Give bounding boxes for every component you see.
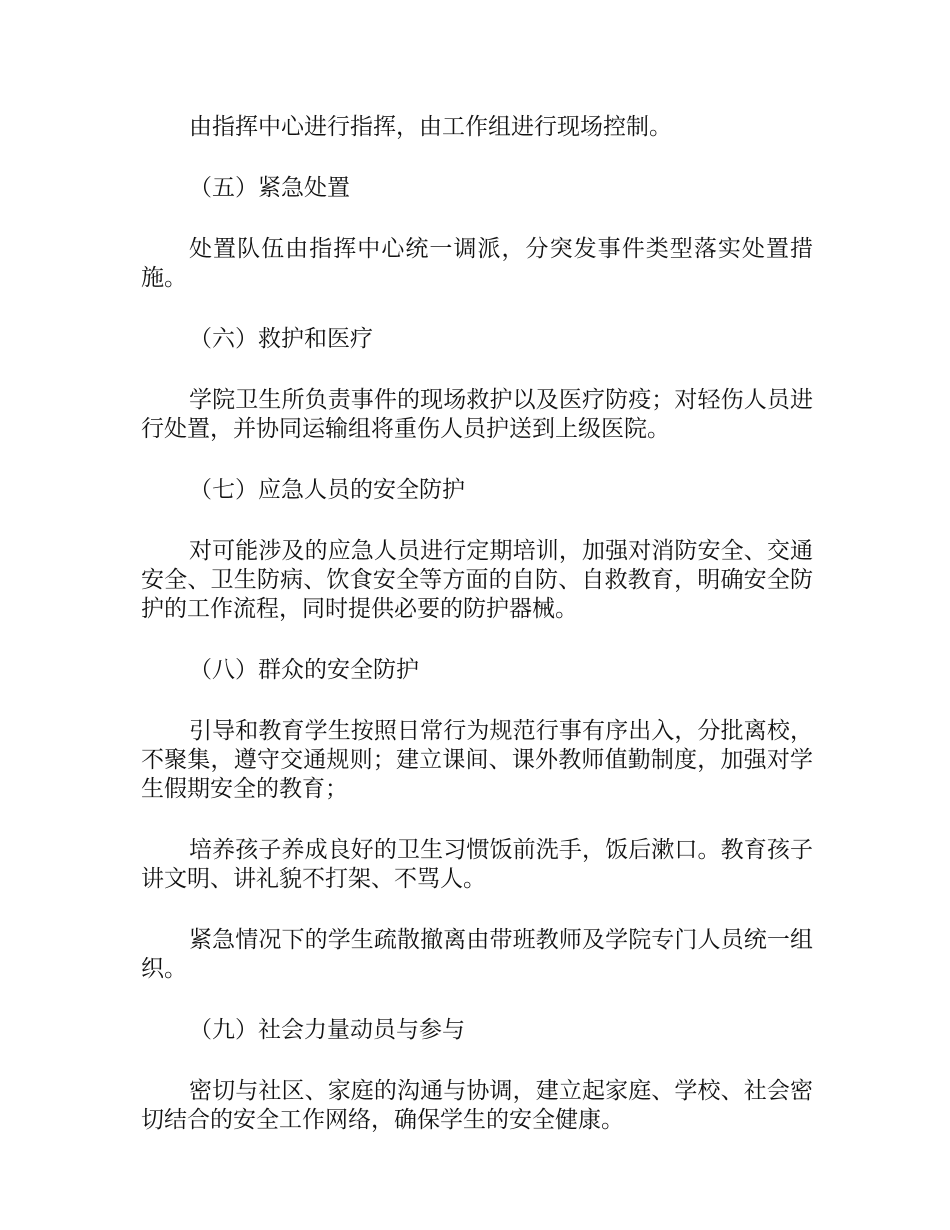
heading-responder-safety: （七）应急人员的安全防护 [189, 477, 465, 503]
document-page [141, 113, 813, 1135]
paragraph-student-guidance: 引导和教育学生按照日常行为规范行事有序出入，分批离校，不聚集，遵守交通规则；建立课间、课外教师值勤制度，加强对学生假期安全的教育； [141, 718, 813, 802]
paragraph-community-cooperation: 密切与社区、家庭的沟通与协调，建立起家庭、学校、社会密切结合的安全工作网络，确保学生的安全健康。 [141, 1078, 813, 1133]
heading-emergency-handling: （五）紧急处置 [189, 175, 350, 201]
heading-rescue-medical: （六）救护和医疗 [189, 326, 373, 352]
heading-public-safety: （八）群众的安全防护 [189, 657, 419, 683]
paragraph-command-control: 由指挥中心进行指挥，由工作组进行现场控制。 [189, 114, 672, 140]
paragraph-responder-safety: 对可能涉及的应急人员进行定期培训，加强对消防安全、交通安全、卫生防病、饮食安全等方面的自防、自救教育，明确安全防护的工作流程，同时提供必要的防护器械。 [141, 538, 813, 622]
paragraph-rescue-medical: 学院卫生所负责事件的现场救护以及医疗防疫；对轻伤人员进行处置，并协同运输组将重伤人员护送到上级医院。 [141, 387, 813, 442]
heading-social-mobilization: （九）社会力量动员与参与 [189, 1017, 465, 1043]
paragraph-emergency-handling: 处置队伍由指挥中心统一调派，分突发事件类型落实处置措施。 [141, 236, 813, 291]
paragraph-hygiene-habits: 培养孩子养成良好的卫生习惯饭前洗手，饭后漱口。教育孩子讲文明、讲礼貌不打架、不骂人。 [141, 837, 813, 892]
paragraph-evacuation: 紧急情况下的学生疏散撤离由带班教师及学院专门人员统一组织。 [141, 927, 813, 982]
